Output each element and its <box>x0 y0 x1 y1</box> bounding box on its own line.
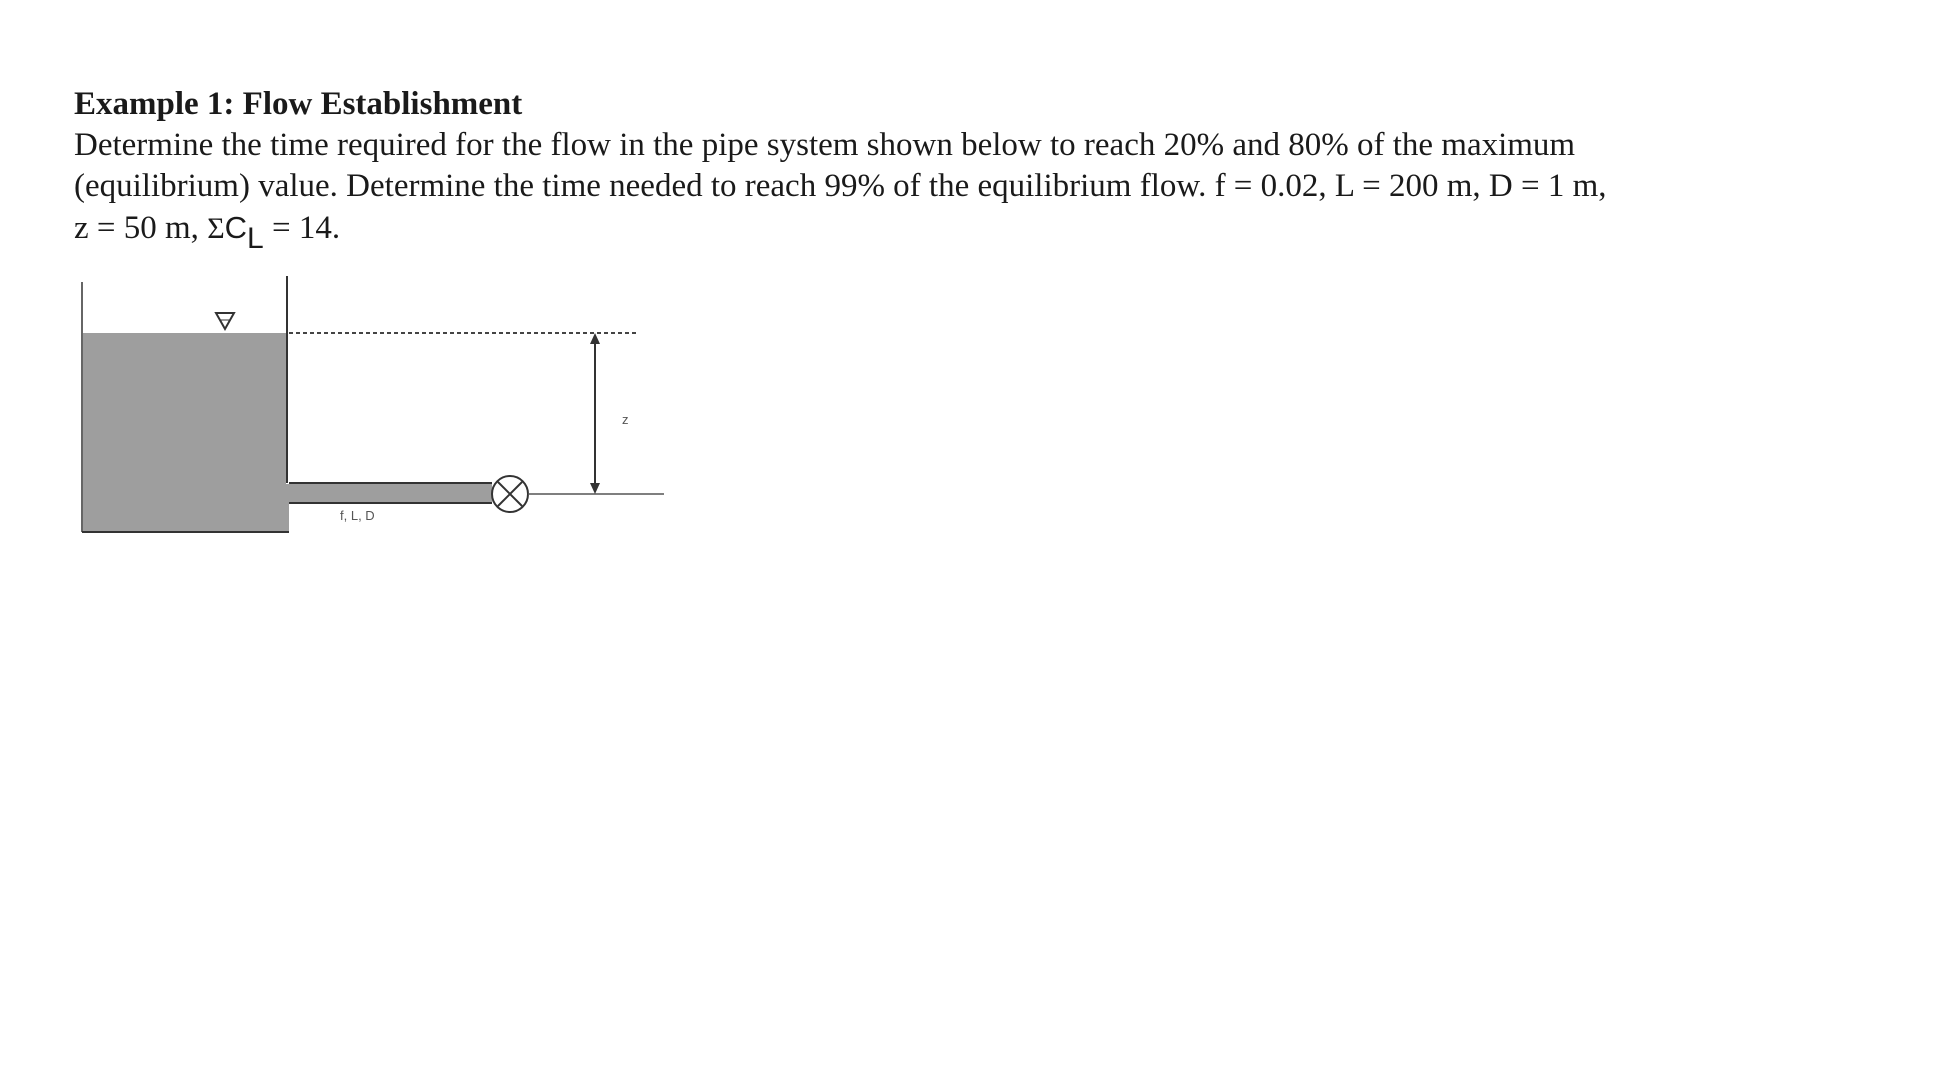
pipe-water <box>289 484 492 502</box>
arrow-down-icon <box>590 483 600 494</box>
pipe-label: f, L, D <box>340 508 375 523</box>
example-title: Example 1: Flow Establishment <box>74 86 523 122</box>
height-label: z <box>622 412 629 427</box>
summation-symbol: Σ <box>207 212 225 245</box>
loss-coefficient-subscript: L <box>247 222 264 255</box>
loss-coefficient-value: = 14. <box>263 210 341 246</box>
reservoir-water <box>83 333 289 531</box>
free-surface-icon <box>216 313 234 329</box>
problem-line-1: Determine the time required for the flow in the pipe system shown below to reach 20% and 80% of the maximum <box>74 127 1576 163</box>
given-z: z = 50 m, <box>74 210 208 246</box>
loss-coefficient-symbol: C <box>224 210 248 245</box>
arrow-up-icon <box>590 333 600 344</box>
problem-line-2: (equilibrium) value. Determine the time needed to reach 99% of the equilibrium flow. f = 0.02, L = 200 m, D = 1 m, <box>74 168 1607 204</box>
